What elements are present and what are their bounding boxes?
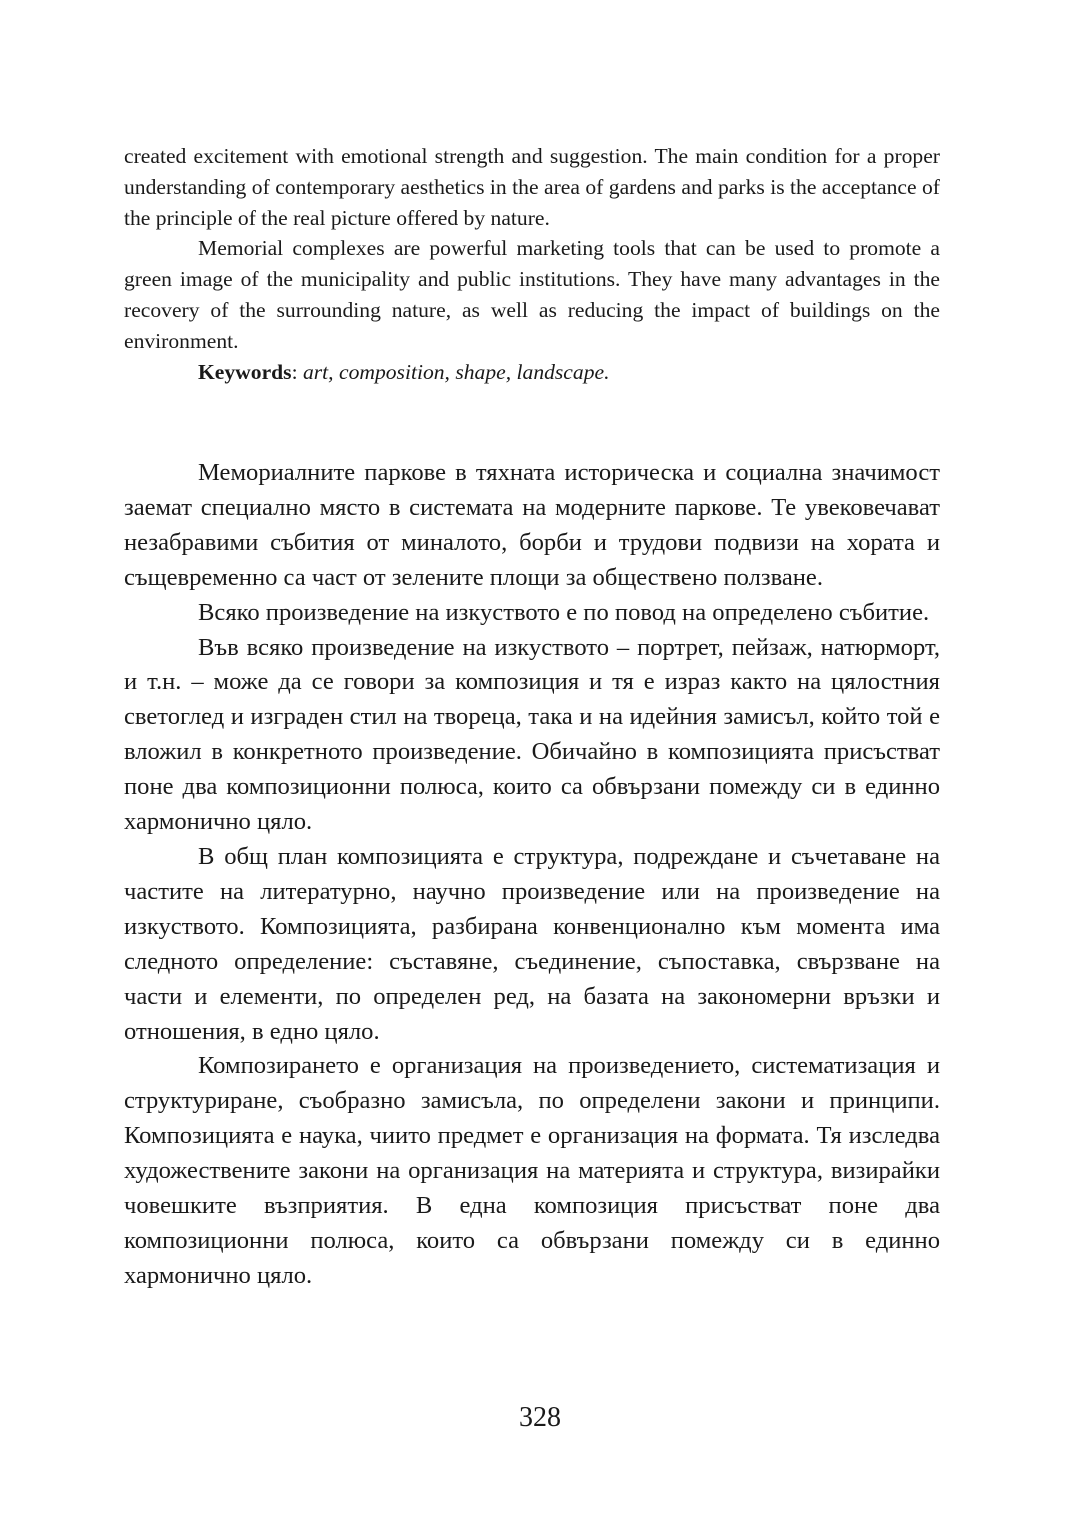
body-paragraph: Мемориалните паркове в тяхната историческа и социална значимост заемат специално място в системата на модерните паркове. Те увековечават незабравими събития от миналото, борби и трудови подвизи на хората и същевременно са част от зелените площи за обществено ползване. [124,459,940,591]
body-paragraph: В общ план композицията е структура, подреждане и съчетаване на частите на литературно, научно произведение или на произведение на изкуството. Композицията, разбирана конвенционално към момента има следното определение: съставяне, съединение, съпоставка, свързване на части и елементи, по определен ред, на базата на закономерни връзки и отношения, в едно цяло. [124,842,940,1045]
keywords-line [124,357,940,388]
body-paragraph: Композирането е организация на произведението, систематизация и структуриране, съобразно замисъла, по определени закони и принципи. Композицията е наука, чиито предмет е организация на формата. Тя изследва художествените закони на организация на материята и структура, визирайки човешките възприятия. В една композиция присъстват поне два композиционни полюса, които са обвързани помежду си в единно хармонично цяло. [124,1052,940,1289]
keywords-values: art, composition, shape, landscape. [302,359,610,384]
abstract-paragraph: Memorial complexes are powerful marketing tools that can be used to promote a green image of the municipality and public institutions. They have many advantages in the recovery of the surrounding nature, as well as reducing the impact of buildings on the environment. [124,236,940,353]
keywords-label: Keywords [198,359,292,384]
abstract-paragraph: created excitement with emotional strength and suggestion. The main condition for a proper understanding of contemporary aesthetics in the area of gardens and parks is the acceptance of the principle of the real picture offered by nature. [124,144,940,230]
body-paragraph: Във всяко произведение на изкуството – портрет, пейзаж, натюрморт, и т.н. – може да се говори за композиция и тя е израз както на цялостния светоглед и изграден стил на твореца, така и на идейния замисъл, който той е вложил в конкретното произведение. Обичайно в композицията присъстват поне два композиционни полюса, които са обвързани помежду си в единно хармонично цяло. [124,633,940,836]
keywords-separator: : [291,359,303,384]
english-abstract [124,141,940,387]
body-paragraph: Всяко произведение на изкуството е по повод на определено събитие. [198,598,930,626]
bulgarian-body-text [124,456,940,1294]
page-number: 328 [519,1402,561,1433]
